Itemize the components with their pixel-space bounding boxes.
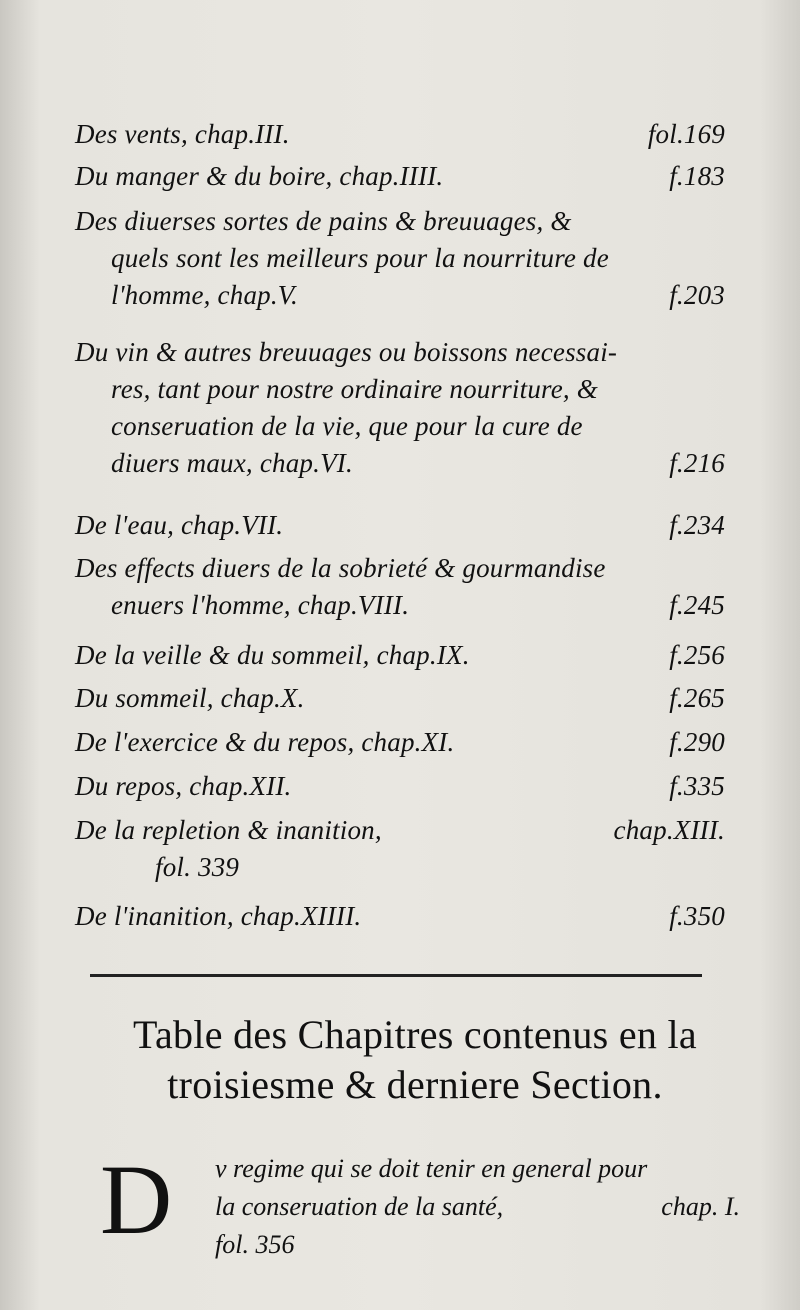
entry-title: Des vents, [75, 119, 188, 149]
entry-chapter: chap.XI. [361, 727, 455, 757]
entry-folio: f.335 [669, 771, 725, 801]
entry-line: v regime qui se doit tenir en general pour [215, 1154, 648, 1183]
entry-chapter: chap.XII. [189, 771, 292, 801]
entry-chapter: chap.XIII. [613, 815, 725, 845]
heading-line-1: Table des Chapitres contenus en la [133, 1012, 697, 1057]
section-divider [90, 974, 702, 977]
entry-line: conseruation de la vie, que pour la cure de [111, 411, 583, 441]
heading-line-2: troisiesme & derniere Section. [167, 1062, 663, 1107]
entry-folio: fol. 339 [155, 852, 240, 882]
entry-title: De la veille & du sommeil, [75, 640, 370, 670]
entry-folio: fol.169 [647, 119, 725, 149]
entry-title: Du repos, [75, 771, 183, 801]
entry-folio: f.183 [669, 161, 725, 191]
entry-chapter: chap.XIIII. [240, 901, 362, 931]
entry-folio: f.290 [669, 727, 725, 757]
toc-entry-repos [75, 768, 725, 805]
entry-line: diuers maux, chap.VI. [111, 448, 353, 478]
entry-folio: f.234 [669, 510, 725, 540]
entry-chapter: chap.IIII. [339, 161, 444, 191]
entry-folio: f.265 [669, 683, 725, 713]
entry-line: quels sont les meilleurs pour la nourriture de [111, 243, 609, 273]
entry-line: Du vin & autres breuuages ou boissons necessai- [75, 337, 618, 367]
entry-line: enuers l'homme, chap.VIII. [111, 590, 410, 620]
entry-folio: f.256 [669, 640, 725, 670]
entry-title: De la repletion & inanition, [75, 815, 382, 845]
entry-chapter: chap.VII. [181, 510, 284, 540]
drop-cap: D [100, 1144, 173, 1255]
toc-entry-repletion [75, 812, 725, 886]
entry-chapter: chap. I. [661, 1192, 740, 1221]
toc-entry-eau [75, 507, 725, 544]
entry-title: De l'exercice & du repos, [75, 727, 355, 757]
toc-entry-vin [75, 334, 725, 482]
entry-line: res, tant pour nostre ordinaire nourriture, & [111, 374, 599, 404]
toc-entry-veille [75, 637, 725, 674]
entry-title: De l'inanition, [75, 901, 234, 931]
entry-title: Du sommeil, [75, 683, 214, 713]
entry-line: Des effects diuers de la sobrieté & gourmandise [75, 553, 606, 583]
entry-folio: f.245 [669, 590, 725, 620]
entry-chapter: chap.IX. [376, 640, 470, 670]
entry-line: l'homme, chap.V. [111, 280, 298, 310]
entry-chapter: chap.X. [220, 683, 305, 713]
entry-folio: fol. 356 [215, 1230, 295, 1259]
toc-entry-manger [75, 158, 725, 195]
entry-line: Des diuerses sortes de pains & breuuages, & [75, 206, 572, 236]
entry-title: De l'eau, [75, 510, 175, 540]
section-heading [90, 1010, 740, 1110]
entry-line: la conseruation de la santé, [215, 1192, 504, 1221]
toc-entry-effects [75, 550, 725, 624]
toc-entry-pains [75, 203, 725, 314]
entry-title: Du manger & du boire, [75, 161, 333, 191]
toc-entry-vents [75, 116, 725, 153]
entry-folio: f.203 [669, 280, 725, 310]
toc-entry-exercice [75, 724, 725, 761]
section-three-entry [100, 1144, 740, 1264]
entry-chapter: chap.III. [194, 119, 290, 149]
entry-folio: f.216 [669, 448, 725, 478]
entry-folio: f.350 [669, 901, 725, 931]
toc-entry-sommeil [75, 680, 725, 717]
toc-entry-inanition [75, 898, 725, 935]
